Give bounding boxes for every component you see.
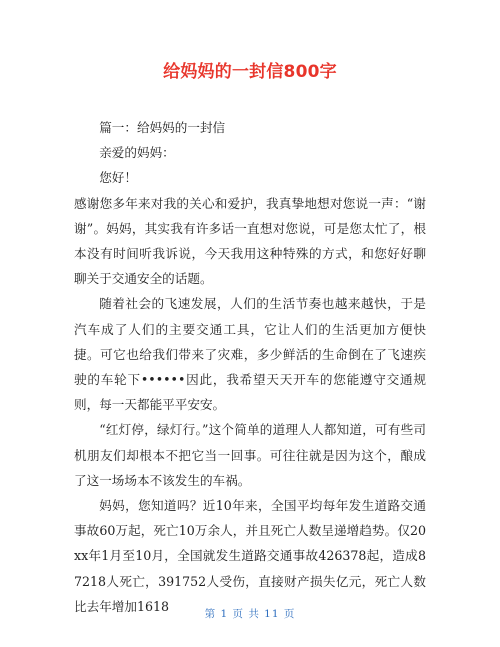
salutation: 亲爱的妈妈：: [99, 145, 175, 161]
body-paragraph: 随着社会的飞速发展，人们的生活节奏也越来越快，于是汽车成了人们的主要交通工具，它让人们的生活更加方便快捷。可它也给我们带来了灾难，多少鲜活的生命倒在了飞速疾驶的车轮下••••••因此，我希望天天开车的您能遵守交通规则，每一天都能平平安安。: [74, 296, 426, 413]
page-number: 第 1 页 共 11 页: [204, 608, 296, 620]
document-body: [74, 115, 426, 619]
document-title: 给妈妈的一封信800字: [163, 62, 337, 82]
greeting: 您好！: [99, 170, 137, 186]
body-paragraph: 感谢您多年来对我的关心和爱护，我真挚地想对您说一声：“谢谢”。妈妈，其实我有许多话一直想对您说，可是您太忙了，根本没有时间听我诉说，今天我用这种特殊的方式，和您好好聊聊关于交通安全的话题。: [74, 195, 426, 287]
body-paragraph: “红灯停，绿灯行。”这个简单的道理人人都知道，可有些司机朋友们却根本不把它当一回事。可往往就是因为这个，酿成了这一场场本不该发生的车祸。: [74, 422, 426, 488]
section-heading: 篇一：给妈妈的一封信: [99, 120, 226, 135]
body-paragraph: 妈妈，您知道吗？近10年来，全国平均每年发生道路交通事故60万起，死亡10万余人，并且死亡人数呈递增趋势。仅20xx年1月至10月，全国就发生道路交通事故426378起，造成87218人死亡，391752人受伤，直接财产损失亿元，死亡人数比去年增加1618: [74, 498, 426, 614]
